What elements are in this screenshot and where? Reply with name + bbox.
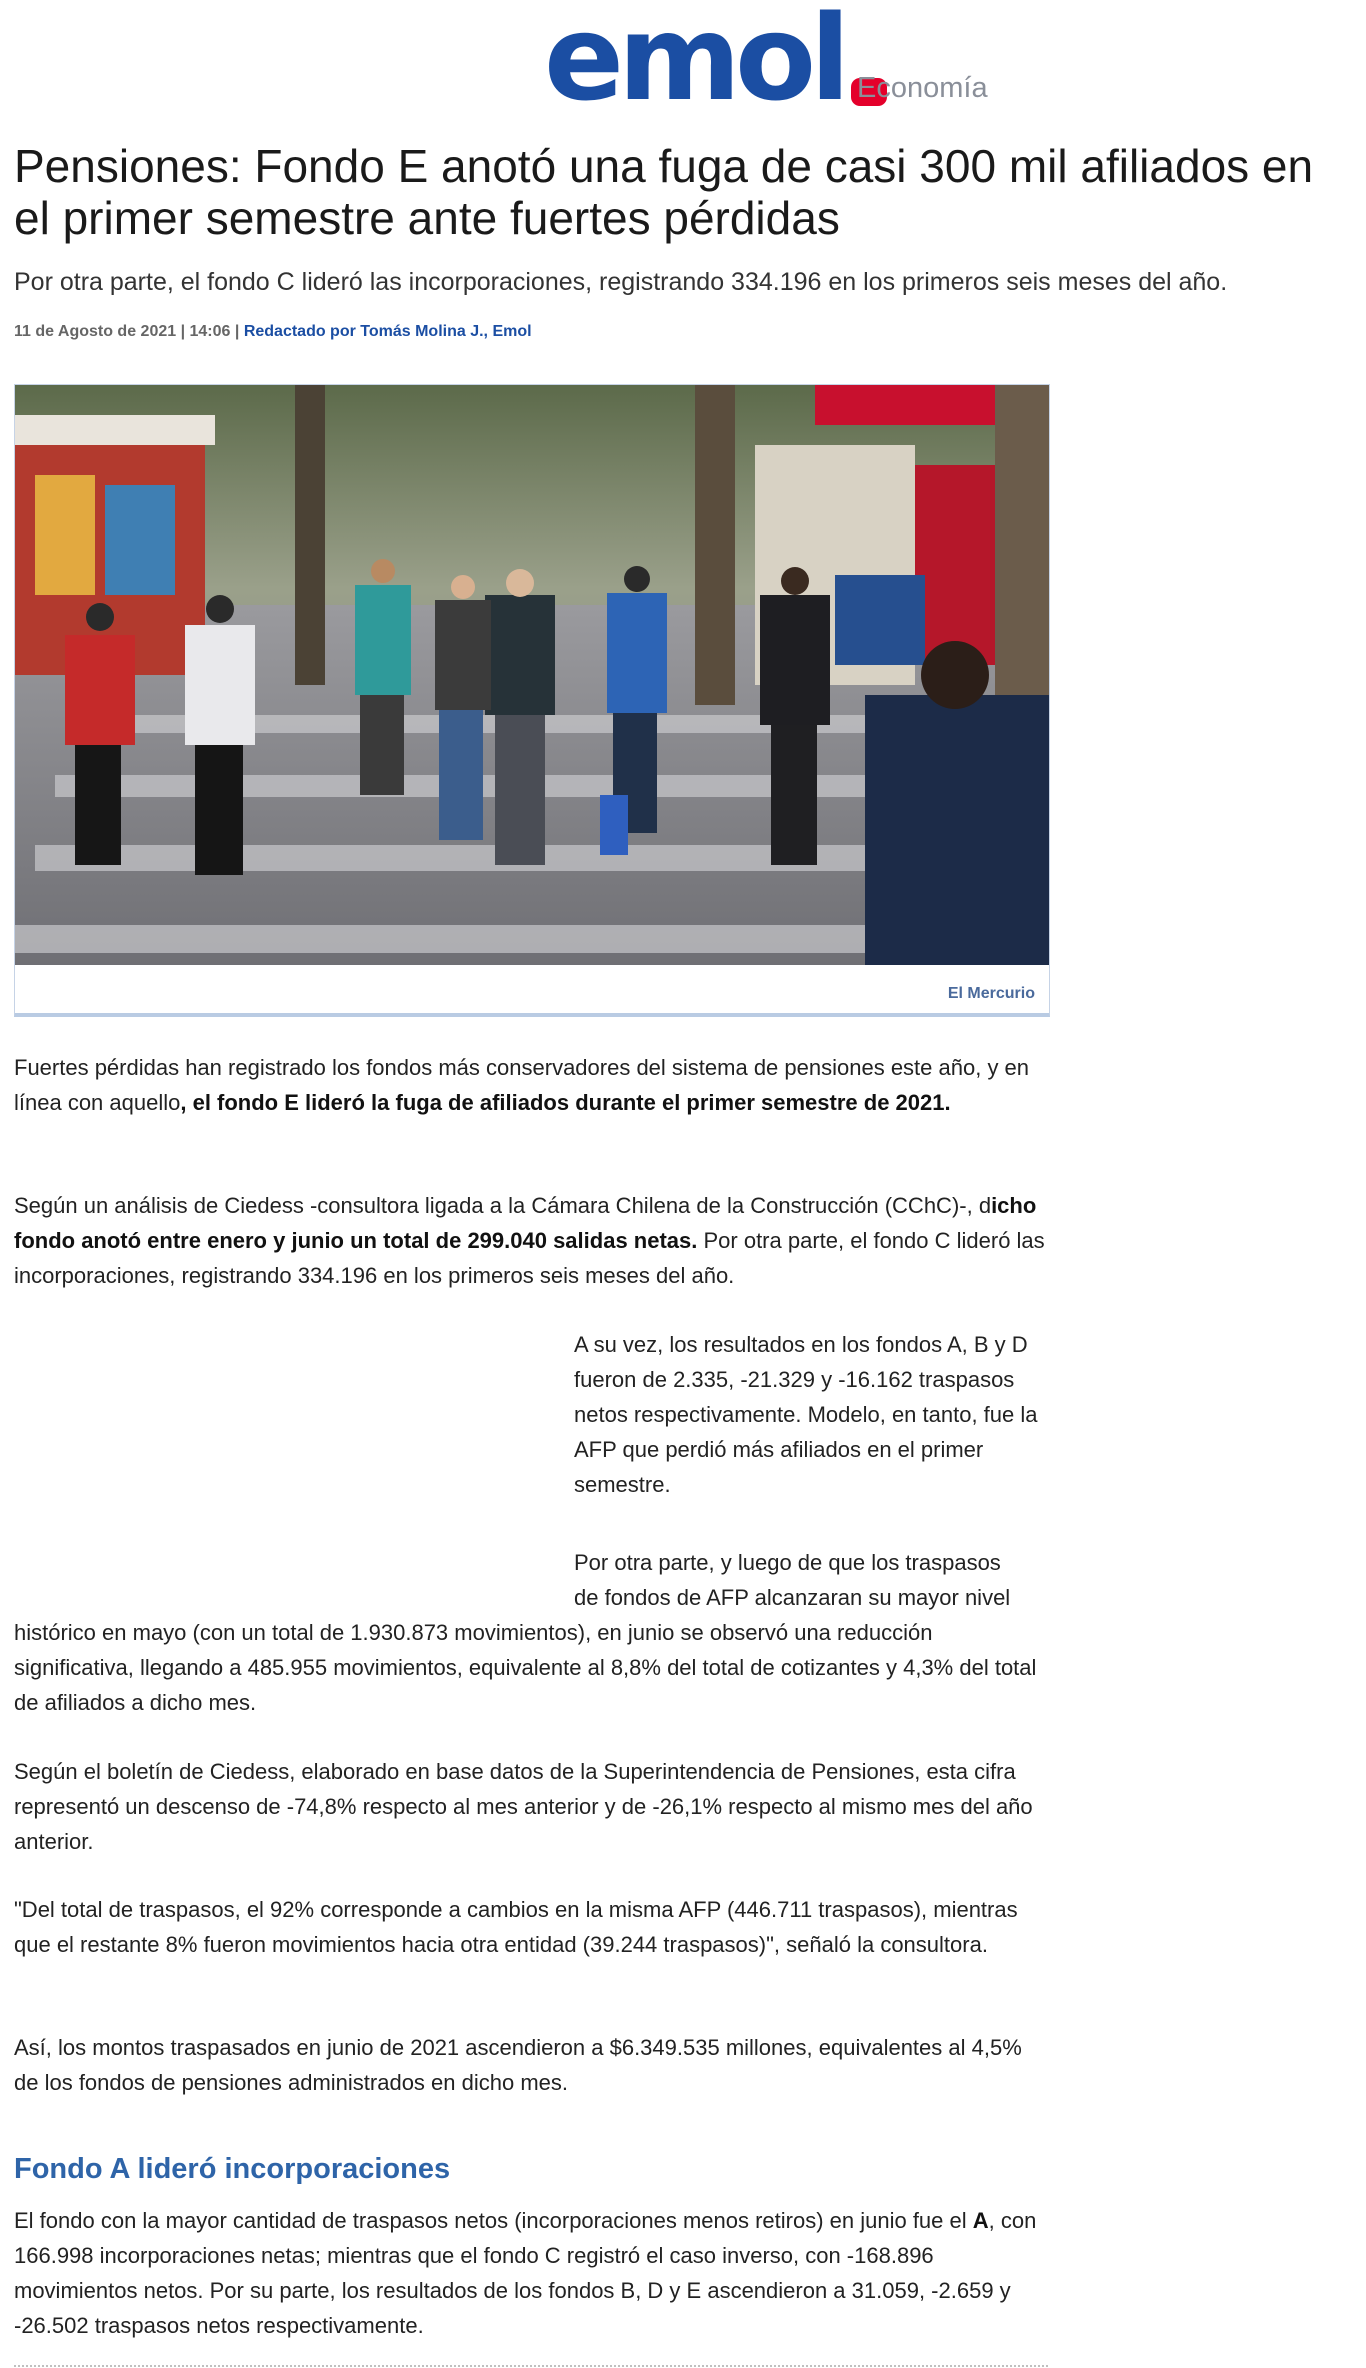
author-byline[interactable]: Redactado por Tomás Molina J., Emol (243, 323, 532, 340)
article-subtitle: Por otra parte, el fondo C lideró las incorporaciones, registrando 334.196 en los primeros seis meses del año. (14, 268, 1228, 296)
paragraph-1-bold: , el fondo E lideró la fuga de afiliados durante el primer semestre de 2021. (180, 1090, 951, 1115)
paragraph-1-text: Fuertes pérdidas han registrado los fondos más conservadores del sistema de pensiones este año, y en línea con aquello (14, 1055, 1030, 1115)
paragraph-4-line-1: Por otra parte, y luego de que los traspasos (574, 1550, 1001, 1575)
photo-credit: El Mercurio (947, 985, 1035, 1002)
emol-logo[interactable] (544, 0, 887, 127)
paragraph-4-line-2: de fondos de AFP alcanzaran su mayor nivel (574, 1585, 1011, 1610)
paragraph-8-text: El fondo con la mayor cantidad de traspasos netos (incorporaciones menos retiros) en junio fue el (14, 2208, 973, 2233)
publish-date: 11 de Agosto de 2021 | 14:06 | (14, 323, 240, 340)
site-header (0, 0, 1366, 127)
paragraph-3: A su vez, los resultados en los fondos A, B y D fueron de 2.335, -21.329 y -16.162 traspasos netos respectivamente. Modelo, en tanto, fue la AFP que perdió más afiliados en el primer semestre. (574, 1332, 1038, 1497)
paragraph-8-bold: A (972, 2208, 989, 2233)
paragraph-6: "Del total de traspasos, el 92% corresponde a cambios en la misma AFP (446.711 traspasos), mientras que el restante 8% fueron movimientos hacia otra entidad (39.244 traspasos)", señaló la consultora. (14, 1897, 1018, 1957)
paragraph-2-bold: icho fondo anotó entre enero y junio un total de 299.040 salidas netas. (14, 1193, 1037, 1253)
street-crowd-photo (15, 385, 1049, 965)
paragraph-4: histórico en mayo (con un total de 1.930.873 movimientos), en junio se observó una reducción significativa, llegando a 485.955 movimientos, equivalente al 8,8% del total de cotizantes y 4,3% del total de afiliados a dicho mes. (14, 1620, 1037, 1715)
paragraph-2 (14, 1188, 1048, 1293)
article-photo (14, 384, 1050, 1017)
article-title: Pensiones: Fondo E anotó una fuga de casi 300 mil afiliados en el primer semestre ante fuertes pérdidas (14, 140, 1314, 244)
paragraph-8-text-end: , con 166.998 incorporaciones netas; mientras que el fondo C registró el caso inverso, con -168.896 movimientos netos. Por su parte, los resultados de los fondos B, D y E ascendieron a 31.059, -2.659 y -26.502 traspasos netos respectivamente. (14, 2208, 1037, 2338)
paragraph-7: Así, los montos traspasados en junio de 2021 ascendieron a $6.349.535 millones, equivalentes al 4,5% de los fondos de pensiones administrados en dicho mes. (14, 2035, 1022, 2095)
paragraph-1 (14, 1050, 1048, 1120)
paragraph-5: Según el boletín de Ciedess, elaborado en base datos de la Superintendencia de Pensiones, esta cifra representó un descenso de -74,8% respecto al mes anterior y de -26,1% respecto al mismo mes del año anterior. (14, 1759, 1033, 1854)
paragraph-2-text-end: Por otra parte, el fondo C lideró las incorporaciones, registrando 334.196 en los primeros seis meses del año. (14, 1228, 1045, 1288)
article-meta (14, 323, 532, 341)
paragraph-8 (14, 2203, 1048, 2343)
divider (14, 2365, 1048, 2367)
paragraph-2-text: Según un análisis de Ciedess -consultora ligada a la Cámara Chilena de la Construcción (CChC)-, d (14, 1193, 992, 1218)
logo-text: emol (544, 0, 845, 127)
section-label[interactable]: Economía (857, 72, 988, 104)
section-heading: Fondo A lideró incorporaciones (14, 2153, 451, 2185)
